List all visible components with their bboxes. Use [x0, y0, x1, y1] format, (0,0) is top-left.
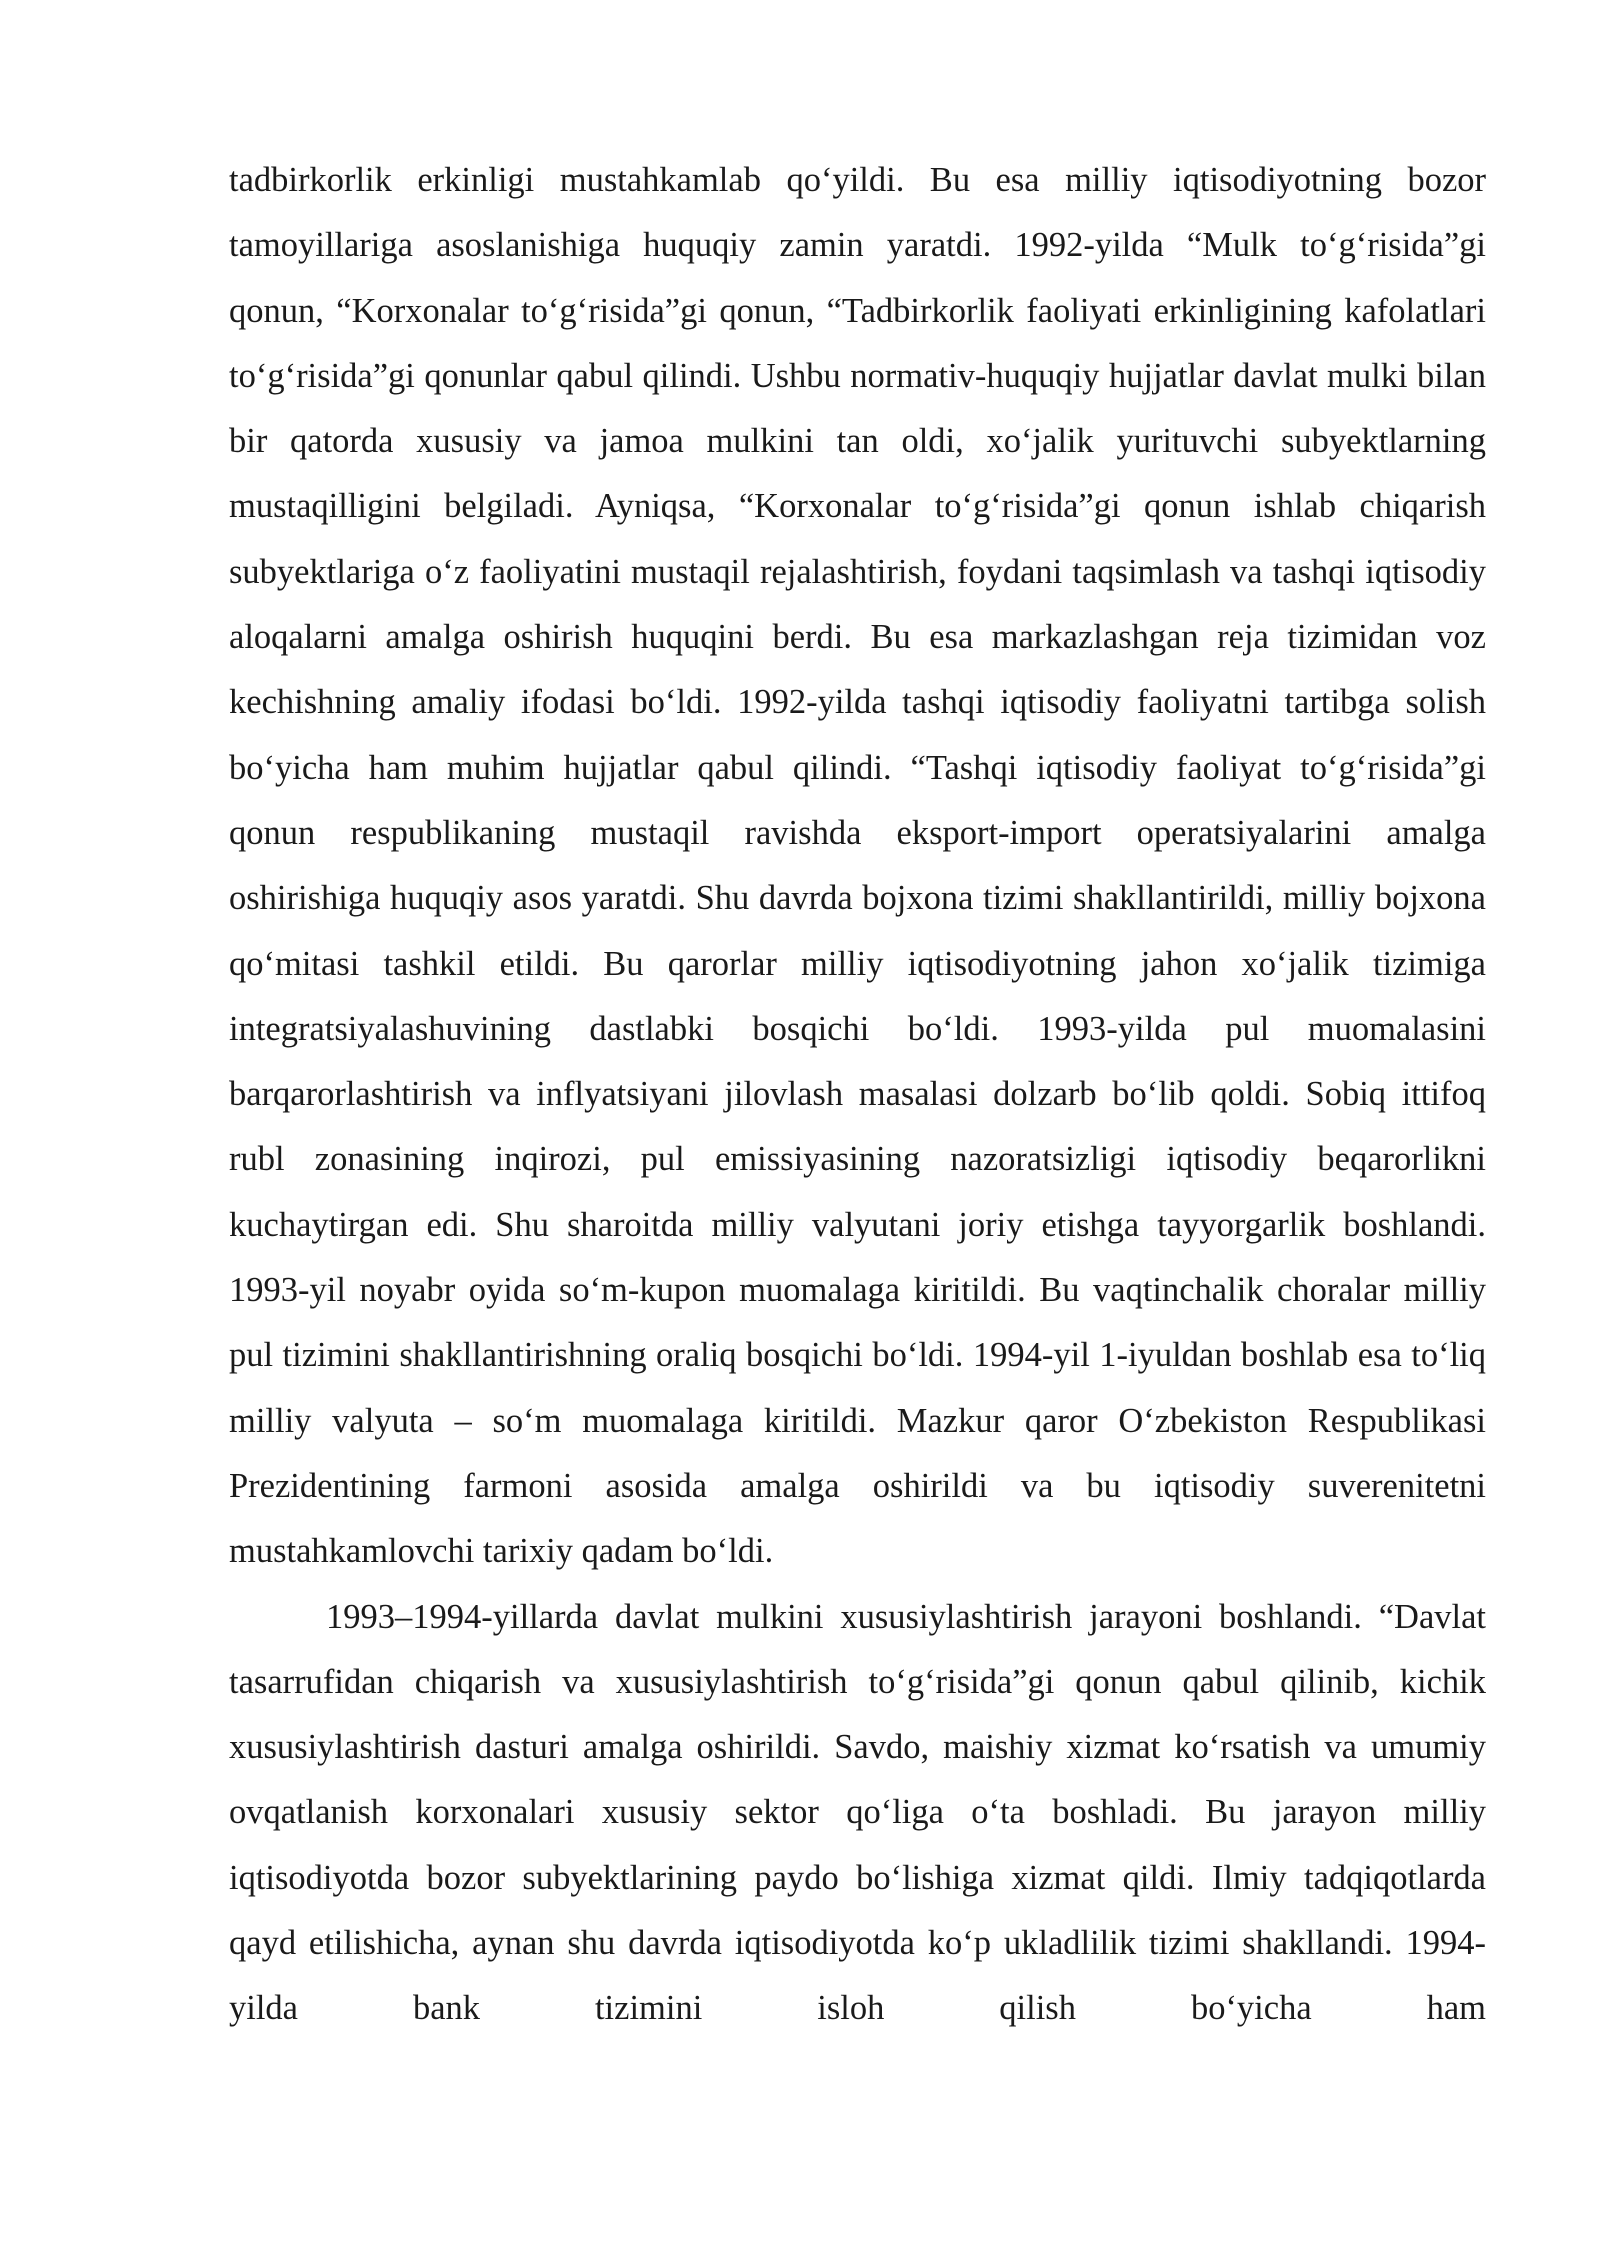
body-text: [229, 148, 1486, 2042]
paragraph-privatization: 1993–1994-yillarda davlat mulkini xususiylashtirish jarayoni boshlandi. “Davlat tasarrufidan chiqarish va xususiylashtirish to‘g‘risida”gi qonun qabul qilinib, kichik xususiylashtirish dasturi amalga oshirildi. Savdo, maishiy xizmat ko‘rsatish va umumiy ovqatlanish korxonalari xususiy sektor qo‘liga o‘ta boshladi. Bu jarayon milliy iqtisodiyotda bozor subyektlarining paydo bo‘lishiga xizmat qildi. Ilmiy tadqiqotlarda qayd etilishicha, aynan shu davrda iqtisodiyotda ko‘p ukladlilik tizimi shakllandi. 1994-yilda bank tizimini isloh qilish bo‘yicha ham: [229, 1597, 1486, 2028]
paragraph-continued: tadbirkorlik erkinligi mustahkamlab qo‘yildi. Bu esa milliy iqtisodiyotning bozor tamoyillariga asoslanishiga huquqiy zamin yaratdi. 1992-yilda “Mulk to‘g‘risida”gi qonun, “Korxonalar to‘g‘risida”gi qonun, “Tadbirkorlik faoliyati erkinligining kafolatlari to‘g‘risida”gi qonunlar qabul qilindi. Ushbu normativ-huquqiy hujjatlar davlat mulki bilan bir qatorda xususiy va jamoa mulkini tan oldi, xo‘jalik yurituvchi subyektlarning mustaqilligini belgiladi. Ayniqsa, “Korxonalar to‘g‘risida”gi qonun ishlab chiqarish subyektlariga o‘z faoliyatini mustaqil rejalashtirish, foydani taqsimlash va tashqi iqtisodiy aloqalarni amalga oshirish huquqini berdi. Bu esa markazlashgan reja tizimidan voz kechishning amaliy ifodasi bo‘ldi. 1992-yilda tashqi iqtisodiy faoliyatni tartibga solish bo‘yicha ham muhim hujjatlar qabul qilindi. “Tashqi iqtisodiy faoliyat to‘g‘risida”gi qonun respublikaning mustaqil ravishda eksport-import operatsiyalarini amalga oshirishiga huquqiy asos yaratdi. Shu davrda bojxona tizimi shakllantirildi, milliy bojxona qo‘mitasi tashkil etildi. Bu qarorlar milliy iqtisodiyotning jahon xo‘jalik tizimiga integratsiyalashuvining dastlabki bosqichi bo‘ldi. 1993-yilda pul muomalasini barqarorlashtirish va inflyatsiyani jilovlash masalasi dolzarb bo‘lib qoldi. Sobiq ittifoq rubl zonasining inqirozi, pul emissiyasining nazoratsizligi iqtisodiy beqarorlikni kuchaytirgan edi. Shu sharoitda milliy valyutani joriy etishga tayyorgarlik boshlandi. 1993-yil noyabr oyida so‘m-kupon muomalaga kiritildi. Bu vaqtinchalik choralar milliy pul tizimini shakllantirishning oraliq bosqichi bo‘ldi. 1994-yil 1-iyuldan boshlab esa to‘liq milliy valyuta – so‘m muomalaga kiritildi. Mazkur qaror O‘zbekiston Respublikasi Prezidentining farmoni asosida amalga oshirildi va bu iqtisodiy suverenitetni mustahkamlovchi tarixiy qadam bo‘ldi.: [229, 161, 1486, 1571]
